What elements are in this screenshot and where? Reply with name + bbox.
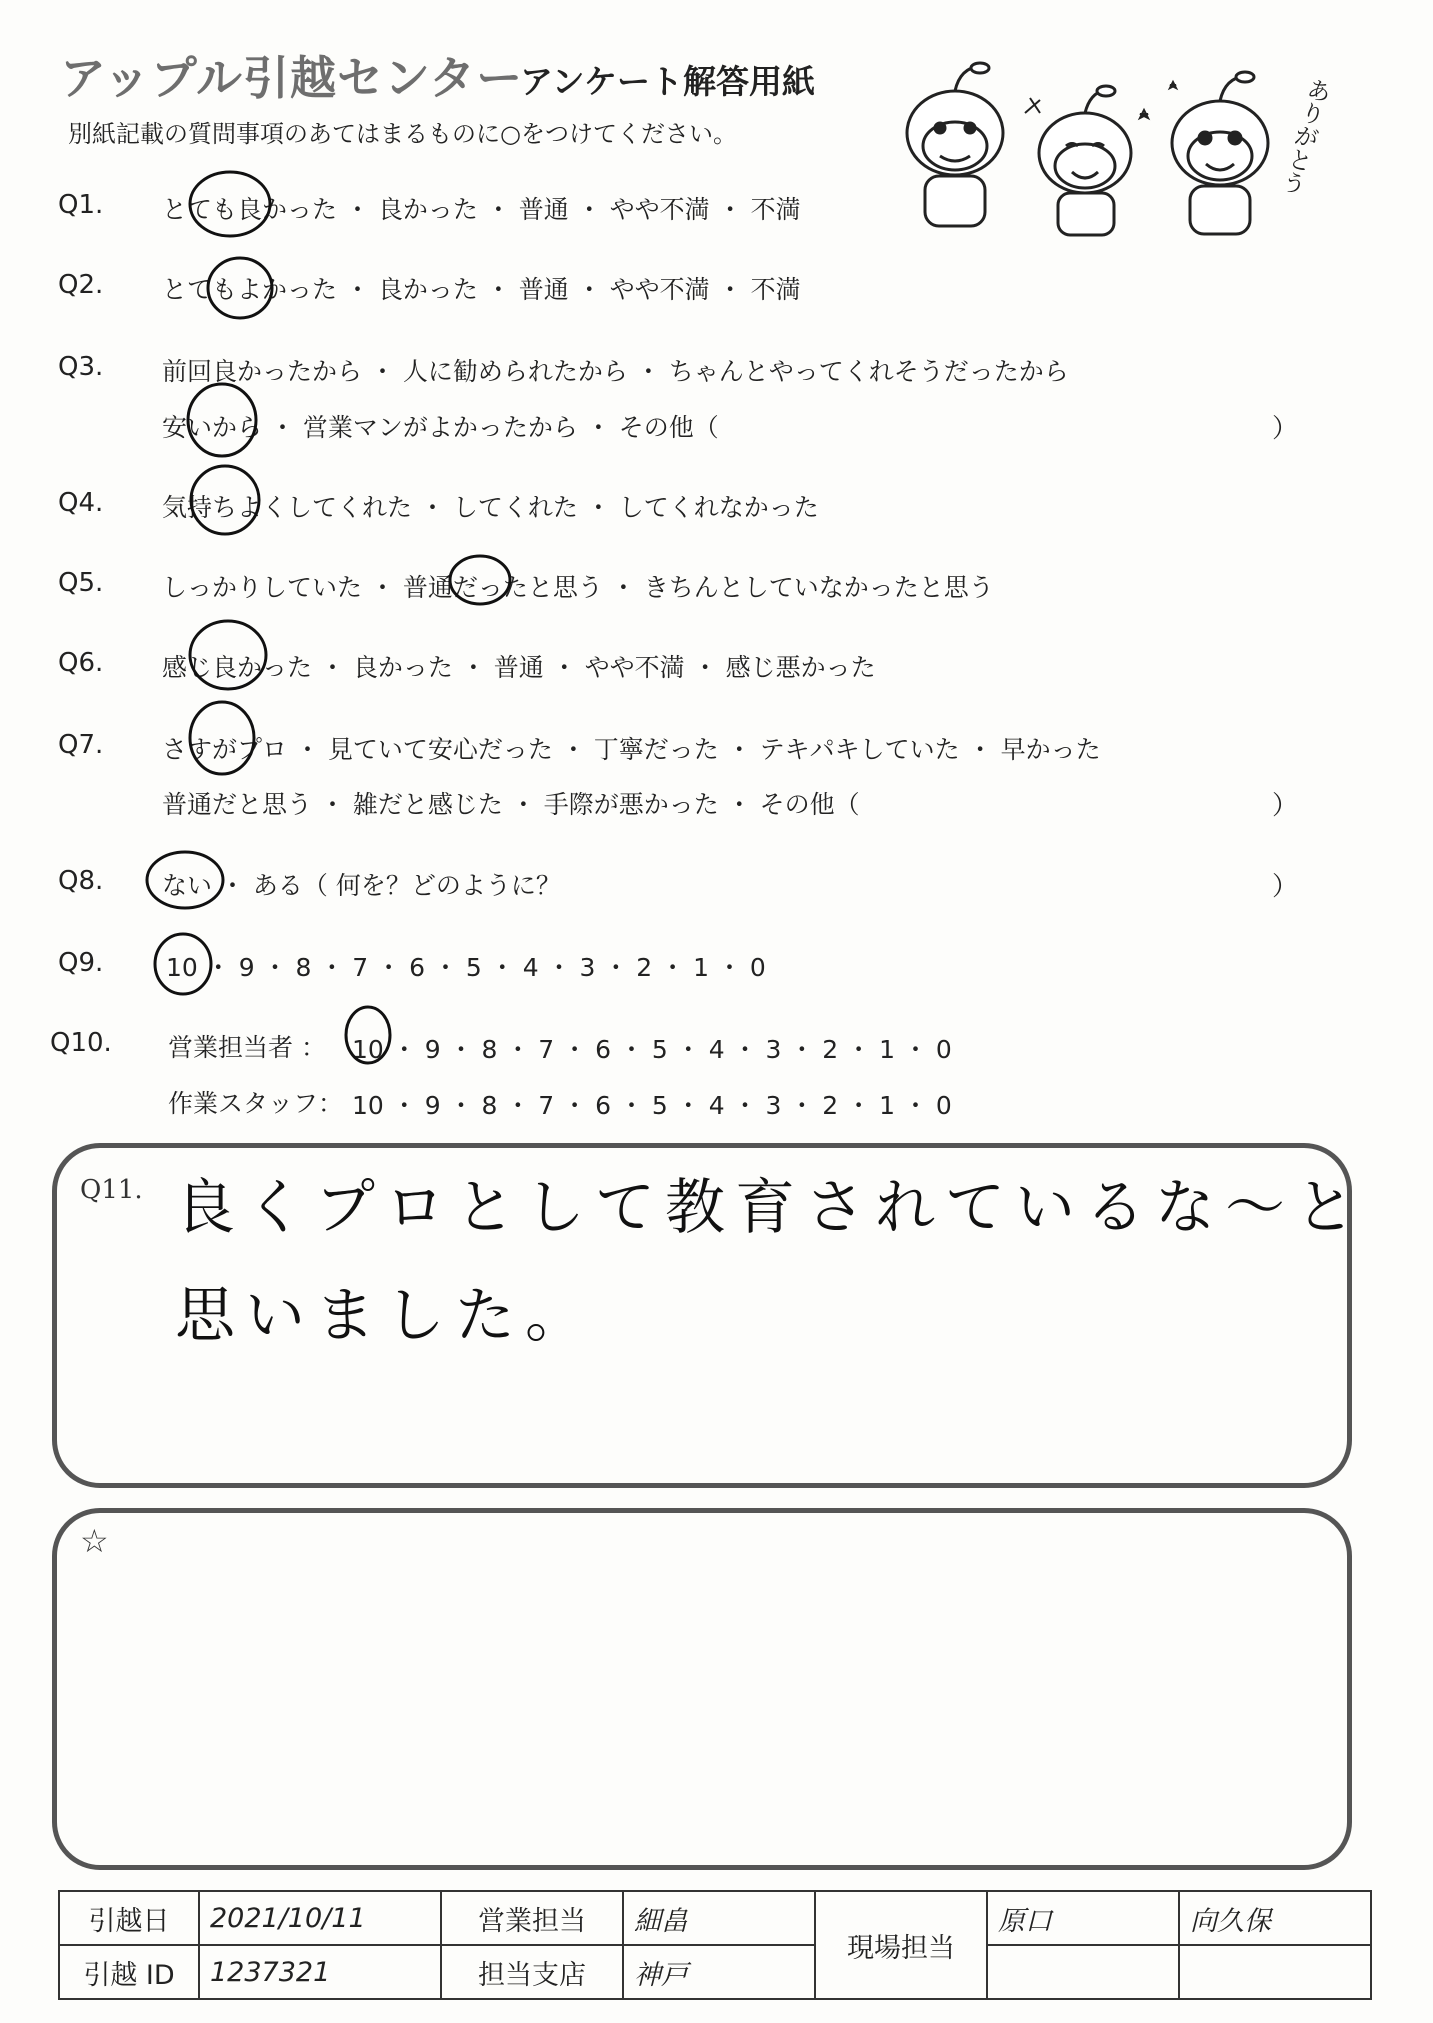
q4-number: Q4. (58, 488, 104, 518)
q3-close-paren: ） (1272, 414, 1299, 444)
q3-number: Q3. (58, 352, 104, 382)
q7-circle-mark (190, 702, 254, 774)
q5-number: Q5. (58, 568, 104, 598)
q4-circle-mark (191, 466, 259, 534)
q2-number: Q2. (58, 270, 104, 300)
site-staff-empty-1 (987, 1945, 1179, 1999)
q1-number: Q1. (58, 190, 104, 220)
branch-value: 神戸 (623, 1945, 815, 1999)
sales-name: 細畠 (623, 1891, 815, 1945)
move-date-label: 引越日 (59, 1891, 199, 1945)
q10-circle-mark (346, 1007, 390, 1063)
q9-circle-mark (155, 934, 211, 994)
q3-options-line2: 安いから ・ 営業マンがよかったから ・ その他（ (162, 413, 719, 442)
q7-options: さすがプロ ・ 見ていて安心だった ・ 丁寧だった ・ テキパキしていた ・ 早かった (162, 735, 1101, 764)
q4-options: 気持ちよくしてくれた ・ してくれた ・ してくれなかった (162, 493, 819, 522)
site-staff-2: 向久保 (1179, 1891, 1371, 1945)
q8-options: ない ・ ある（ 何を？どのように？ (162, 871, 561, 900)
star-icon: ☆ (80, 1522, 109, 1560)
q10-sales-label: 営業担当者 ： (168, 1033, 326, 1062)
q1-circle-mark (190, 172, 270, 236)
q3-options: 前回良かったから ・ 人に勧められたから ・ ちゃんとやってくれそうだったから (162, 357, 1069, 386)
q11-answer-line2: 思いました。 (175, 1281, 595, 1351)
company-title: アップル引越センター (60, 51, 524, 105)
q5-circle-mark (450, 556, 510, 604)
q10-staff-scale: 10 ・ 9 ・ 8 ・ 7 ・ 6 ・ 5 ・ 4 ・ 3 ・ 2 ・ 1 ・ 0 (352, 1091, 952, 1120)
q2-circle-mark (208, 258, 272, 318)
move-id-label: 引越 ID (59, 1945, 199, 1999)
q6-number: Q6. (58, 648, 104, 678)
q8-number: Q8. (58, 866, 104, 896)
q8-circle-mark (147, 852, 223, 908)
form-title: アンケート解答用紙 (520, 62, 816, 101)
q7-options-line2: 普通だと思う ・ 雑だと感じた ・ 手際が悪かった ・ その他（ (162, 790, 860, 819)
q11-number: Q11. (80, 1175, 143, 1205)
site-staff-1: 原口 (987, 1891, 1179, 1945)
q6-options: 感じ良かった ・ 良かった ・ 普通 ・ やや不満 ・ 感じ悪かった (162, 653, 876, 682)
mascot-text: ありがとう (1275, 74, 1334, 198)
q8-close-paren: ） (1272, 872, 1299, 902)
footer-info-table (58, 1890, 1372, 2000)
branch-label: 担当支店 (441, 1945, 623, 1999)
site-staff-empty-2 (1179, 1945, 1371, 1999)
q7-number: Q7. (58, 730, 104, 760)
q11-answer-line1: 良くプロとして教育されているな〜と (175, 1173, 1365, 1243)
instructions: 別紙記載の質問事項のあてはまるものに○をつけてください。 (68, 120, 737, 148)
move-id-value: 1237321 (199, 1945, 441, 1999)
q3-circle-mark (188, 384, 256, 456)
q10-number: Q10. (50, 1028, 112, 1058)
site-label: 現場担当 (815, 1891, 987, 1999)
q9-scale: 10 ・ 9 ・ 8 ・ 7 ・ 6 ・ 5 ・ 4 ・ 3 ・ 2 ・ 1 ・ 0 (166, 953, 766, 982)
q5-options: しっかりしていた ・ 普通だったと思う ・ きちんとしていなかったと思う (162, 573, 994, 602)
q1-options: とても良かった ・ 良かった ・ 普通 ・ やや不満 ・ 不満 (162, 195, 801, 224)
q10-sales-scale: 10 ・ 9 ・ 8 ・ 7 ・ 6 ・ 5 ・ 4 ・ 3 ・ 2 ・ 1 ・ 0 (352, 1035, 952, 1064)
q10-staff-label: 作業スタッフ： (168, 1089, 344, 1118)
move-date-value: 2021/10/11 (199, 1891, 441, 1945)
q9-number: Q9. (58, 948, 104, 978)
extra-comment-box (52, 1508, 1352, 1870)
q2-options: とてもよかった ・ 良かった ・ 普通 ・ やや不満 ・ 不満 (162, 275, 801, 304)
q6-circle-mark (190, 621, 266, 689)
q7-close-paren: ） (1272, 791, 1299, 821)
sales-label: 営業担当 (441, 1891, 623, 1945)
